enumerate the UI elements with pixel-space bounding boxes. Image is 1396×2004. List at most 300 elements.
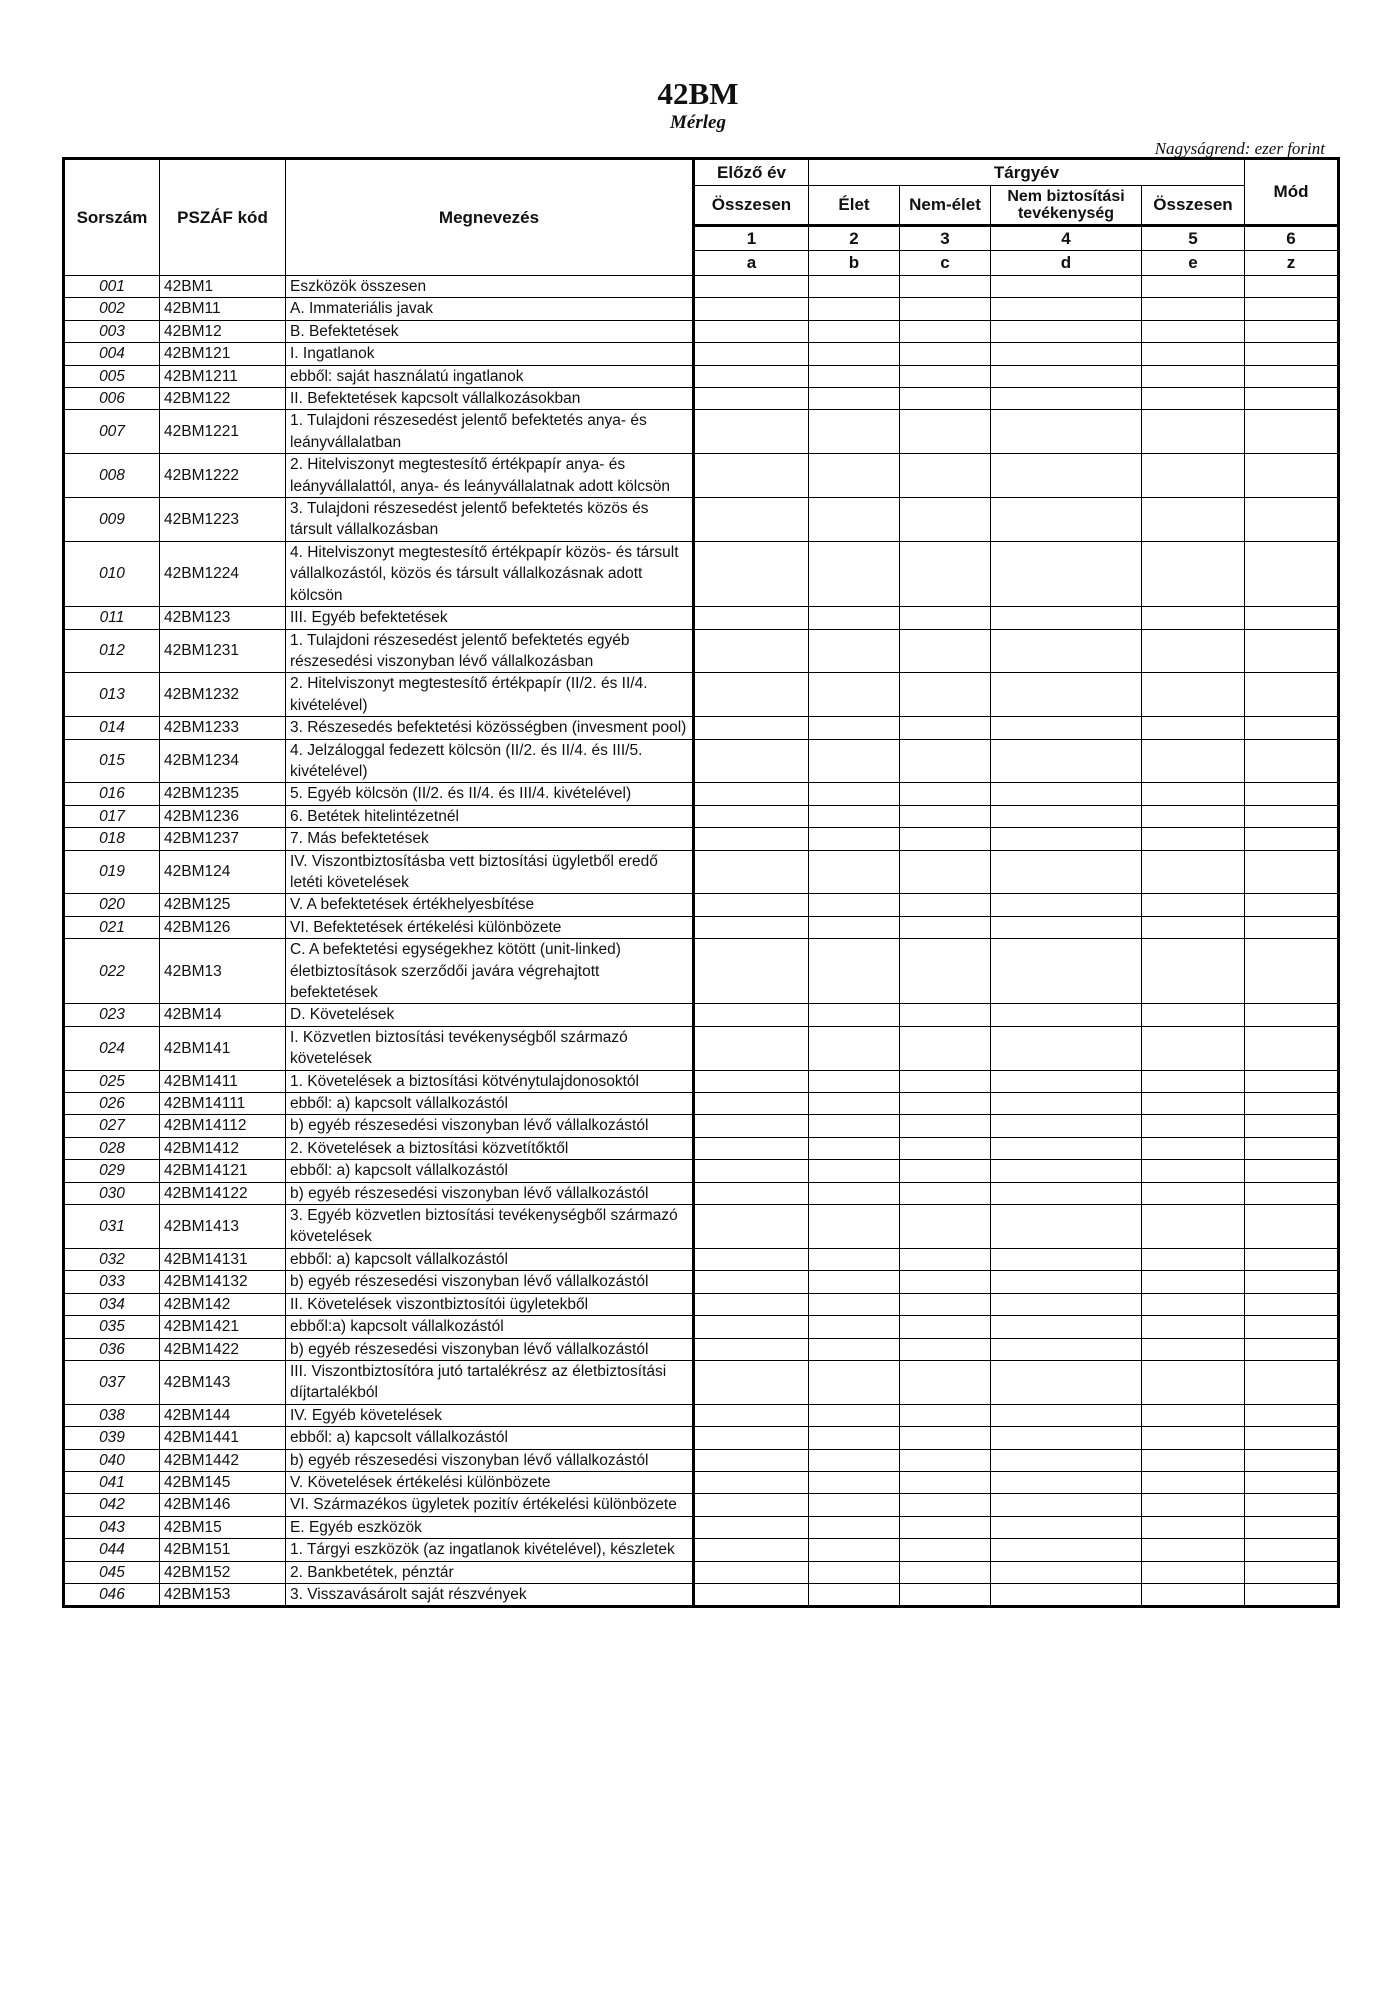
value-cell[interactable] (900, 1182, 991, 1204)
value-cell[interactable] (694, 1338, 809, 1360)
value-cell[interactable] (900, 1004, 991, 1026)
value-cell[interactable] (991, 850, 1142, 894)
value-cell[interactable] (809, 541, 900, 606)
table-row (64, 1093, 1339, 1115)
value-cell[interactable] (1245, 1561, 1339, 1583)
value-cell[interactable] (1245, 916, 1339, 938)
value-cell[interactable] (809, 298, 900, 320)
value-cell[interactable] (1142, 1004, 1245, 1026)
value-cell[interactable] (809, 1248, 900, 1270)
value-cell[interactable] (1245, 276, 1339, 298)
value-cell[interactable] (694, 343, 809, 365)
value-cell[interactable] (991, 739, 1142, 783)
value-cell[interactable] (694, 498, 809, 542)
value-cell[interactable] (991, 1115, 1142, 1137)
value-cell[interactable] (1142, 1583, 1245, 1606)
value-cell[interactable] (694, 454, 809, 498)
value-cell[interactable] (809, 1182, 900, 1204)
value-cell[interactable] (1142, 1338, 1245, 1360)
value-cell[interactable] (900, 1494, 991, 1516)
value-cell[interactable] (991, 498, 1142, 542)
value-cell[interactable] (1245, 1471, 1339, 1493)
value-cell[interactable] (1245, 1494, 1339, 1516)
value-cell[interactable] (1245, 343, 1339, 365)
value-cell[interactable] (991, 365, 1142, 387)
value-cell[interactable] (1245, 541, 1339, 606)
value-cell[interactable] (809, 1360, 900, 1404)
row-number: 015 (64, 739, 160, 783)
value-cell[interactable] (1245, 1182, 1339, 1204)
col-letter-label: b (809, 251, 900, 276)
value-cell[interactable] (900, 498, 991, 542)
value-cell[interactable] (809, 388, 900, 410)
value-cell[interactable] (809, 828, 900, 850)
value-cell[interactable] (900, 1026, 991, 1070)
value-cell[interactable] (1142, 805, 1245, 827)
row-pszaf-code: 42BM143 (160, 1360, 286, 1404)
value-cell[interactable] (1142, 320, 1245, 342)
value-cell[interactable] (1142, 1516, 1245, 1538)
value-cell[interactable] (1245, 1205, 1339, 1249)
value-cell[interactable] (900, 805, 991, 827)
value-cell[interactable] (991, 1583, 1142, 1606)
value-cell[interactable] (1245, 717, 1339, 739)
value-cell[interactable] (1245, 1004, 1339, 1026)
value-cell[interactable] (809, 1026, 900, 1070)
value-cell[interactable] (694, 1360, 809, 1404)
value-cell[interactable] (809, 320, 900, 342)
value-cell[interactable] (694, 1137, 809, 1159)
value-cell[interactable] (809, 454, 900, 498)
value-cell[interactable] (694, 1539, 809, 1561)
table-row (64, 298, 1339, 320)
value-cell[interactable] (991, 1004, 1142, 1026)
value-cell[interactable] (1142, 410, 1245, 454)
col-number-label: 5 (1142, 226, 1245, 251)
value-cell[interactable] (1245, 783, 1339, 805)
value-cell[interactable] (1142, 783, 1245, 805)
value-cell[interactable] (991, 1137, 1142, 1159)
value-cell[interactable] (809, 739, 900, 783)
row-description: 1. Tulajdoni részesedést jelentő befektetés egyéb részesedési viszonyban lévő vállalkozásban (286, 629, 694, 673)
value-cell[interactable] (694, 805, 809, 827)
value-cell[interactable] (809, 1293, 900, 1315)
value-cell[interactable] (900, 894, 991, 916)
value-cell[interactable] (809, 916, 900, 938)
value-cell[interactable] (1245, 498, 1339, 542)
value-cell[interactable] (809, 410, 900, 454)
value-cell[interactable] (1245, 1583, 1339, 1606)
value-cell[interactable] (900, 739, 991, 783)
value-cell[interactable] (1142, 541, 1245, 606)
value-cell[interactable] (1245, 1539, 1339, 1561)
value-cell[interactable] (809, 365, 900, 387)
value-cell[interactable] (1245, 1404, 1339, 1426)
value-cell[interactable] (991, 410, 1142, 454)
value-cell[interactable] (1245, 410, 1339, 454)
value-cell[interactable] (1142, 298, 1245, 320)
value-cell[interactable] (694, 1293, 809, 1315)
value-cell[interactable] (1142, 1205, 1245, 1249)
value-cell[interactable] (1142, 1293, 1245, 1315)
value-cell[interactable] (900, 365, 991, 387)
row-number: 044 (64, 1539, 160, 1561)
value-cell[interactable] (694, 1093, 809, 1115)
value-cell[interactable] (1142, 739, 1245, 783)
row-description: III. Egyéb befektetések (286, 607, 694, 629)
value-cell[interactable] (1245, 1427, 1339, 1449)
value-cell[interactable] (809, 1115, 900, 1137)
value-cell[interactable] (809, 850, 900, 894)
value-cell[interactable] (1142, 1070, 1245, 1092)
value-cell[interactable] (1245, 454, 1339, 498)
value-cell[interactable] (694, 1004, 809, 1026)
value-cell[interactable] (991, 1316, 1142, 1338)
value-cell[interactable] (809, 1404, 900, 1426)
value-cell[interactable] (1142, 1137, 1245, 1159)
value-cell[interactable] (694, 1115, 809, 1137)
value-cell[interactable] (1142, 1271, 1245, 1293)
value-cell[interactable] (694, 365, 809, 387)
value-cell[interactable] (1142, 1494, 1245, 1516)
value-cell[interactable] (900, 1516, 991, 1538)
row-number: 041 (64, 1471, 160, 1493)
value-cell[interactable] (900, 828, 991, 850)
value-cell[interactable] (1142, 276, 1245, 298)
value-cell[interactable] (694, 1248, 809, 1270)
value-cell[interactable] (900, 1137, 991, 1159)
value-cell[interactable] (809, 1070, 900, 1092)
value-cell[interactable] (900, 629, 991, 673)
value-cell[interactable] (1142, 916, 1245, 938)
value-cell[interactable] (900, 1471, 991, 1493)
value-cell[interactable] (991, 717, 1142, 739)
row-description: b) egyéb részesedési viszonyban lévő vállalkozástól (286, 1182, 694, 1204)
value-cell[interactable] (809, 343, 900, 365)
table-row (64, 388, 1339, 410)
value-cell[interactable] (694, 388, 809, 410)
value-cell[interactable] (694, 1026, 809, 1070)
value-cell[interactable] (1245, 1115, 1339, 1137)
value-cell[interactable] (900, 1070, 991, 1092)
value-cell[interactable] (991, 1160, 1142, 1182)
value-cell[interactable] (1245, 1248, 1339, 1270)
value-cell[interactable] (1142, 1360, 1245, 1404)
value-cell[interactable] (694, 1561, 809, 1583)
value-cell[interactable] (1142, 1160, 1245, 1182)
value-cell[interactable] (900, 298, 991, 320)
value-cell[interactable] (809, 1516, 900, 1538)
value-cell[interactable] (809, 1427, 900, 1449)
value-cell[interactable] (900, 916, 991, 938)
value-cell[interactable] (809, 1471, 900, 1493)
value-cell[interactable] (991, 388, 1142, 410)
value-cell[interactable] (809, 1338, 900, 1360)
value-cell[interactable] (1245, 1516, 1339, 1538)
value-cell[interactable] (900, 1115, 991, 1137)
value-cell[interactable] (1245, 1160, 1339, 1182)
value-cell[interactable] (809, 1093, 900, 1115)
value-cell[interactable] (900, 1248, 991, 1270)
value-cell[interactable] (694, 739, 809, 783)
value-cell[interactable] (1142, 1093, 1245, 1115)
value-cell[interactable] (809, 1160, 900, 1182)
value-cell[interactable] (991, 1248, 1142, 1270)
row-description: ebből: a) kapcsolt vállalkozástól (286, 1427, 694, 1449)
value-cell[interactable] (809, 629, 900, 673)
value-cell[interactable] (1245, 1070, 1339, 1092)
value-cell[interactable] (809, 717, 900, 739)
table-row (64, 783, 1339, 805)
value-cell[interactable] (694, 1205, 809, 1249)
value-cell[interactable] (1142, 850, 1245, 894)
row-description: 2. Követelések a biztosítási közvetítőktől (286, 1137, 694, 1159)
value-cell[interactable] (900, 388, 991, 410)
value-cell[interactable] (1142, 717, 1245, 739)
value-cell[interactable] (1245, 1338, 1339, 1360)
value-cell[interactable] (900, 1539, 991, 1561)
value-cell[interactable] (694, 673, 809, 717)
value-cell[interactable] (694, 828, 809, 850)
value-cell[interactable] (991, 276, 1142, 298)
value-cell[interactable] (900, 1093, 991, 1115)
value-cell[interactable] (809, 894, 900, 916)
value-cell[interactable] (809, 1583, 900, 1606)
value-cell[interactable] (1245, 894, 1339, 916)
col-header-nem-elet: Nem-élet (900, 186, 991, 226)
value-cell[interactable] (694, 629, 809, 673)
value-cell[interactable] (1245, 1449, 1339, 1471)
value-cell[interactable] (809, 1494, 900, 1516)
value-cell[interactable] (991, 916, 1142, 938)
value-cell[interactable] (809, 1137, 900, 1159)
value-cell[interactable] (1142, 498, 1245, 542)
value-cell[interactable] (1245, 320, 1339, 342)
value-cell[interactable] (1142, 894, 1245, 916)
value-cell[interactable] (1245, 739, 1339, 783)
value-cell[interactable] (1142, 1182, 1245, 1204)
value-cell[interactable] (1245, 673, 1339, 717)
value-cell[interactable] (1142, 1404, 1245, 1426)
table-row (64, 1293, 1339, 1315)
value-cell[interactable] (991, 1182, 1142, 1204)
value-cell[interactable] (900, 1427, 991, 1449)
value-cell[interactable] (991, 1561, 1142, 1583)
value-cell[interactable] (991, 1404, 1142, 1426)
value-cell[interactable] (1142, 1427, 1245, 1449)
value-cell[interactable] (900, 1561, 991, 1583)
value-cell[interactable] (991, 541, 1142, 606)
value-cell[interactable] (991, 343, 1142, 365)
value-cell[interactable] (900, 1404, 991, 1426)
value-cell[interactable] (1142, 365, 1245, 387)
value-cell[interactable] (900, 607, 991, 629)
value-cell[interactable] (1245, 607, 1339, 629)
value-cell[interactable] (991, 1494, 1142, 1516)
value-cell[interactable] (1245, 298, 1339, 320)
value-cell[interactable] (991, 1293, 1142, 1315)
value-cell[interactable] (694, 1271, 809, 1293)
row-number: 001 (64, 276, 160, 298)
value-cell[interactable] (1245, 388, 1339, 410)
value-cell[interactable] (1245, 1293, 1339, 1315)
value-cell[interactable] (900, 850, 991, 894)
value-cell[interactable] (900, 1271, 991, 1293)
value-cell[interactable] (1245, 1093, 1339, 1115)
value-cell[interactable] (694, 894, 809, 916)
value-cell[interactable] (694, 717, 809, 739)
value-cell[interactable] (1142, 388, 1245, 410)
value-cell[interactable] (694, 298, 809, 320)
value-cell[interactable] (991, 320, 1142, 342)
value-cell[interactable] (1142, 1115, 1245, 1137)
value-cell[interactable] (809, 1004, 900, 1026)
value-cell[interactable] (1142, 673, 1245, 717)
row-description: D. Követelések (286, 1004, 694, 1026)
value-cell[interactable] (809, 1271, 900, 1293)
value-cell[interactable] (991, 607, 1142, 629)
value-cell[interactable] (694, 541, 809, 606)
value-cell[interactable] (694, 1160, 809, 1182)
value-cell[interactable] (991, 1539, 1142, 1561)
value-cell[interactable] (900, 1338, 991, 1360)
value-cell[interactable] (1142, 607, 1245, 629)
value-cell[interactable] (991, 1427, 1142, 1449)
col-header-mod: Mód (1245, 159, 1339, 226)
value-cell[interactable] (991, 939, 1142, 1004)
value-cell[interactable] (991, 1471, 1142, 1493)
value-cell[interactable] (694, 1427, 809, 1449)
value-cell[interactable] (1142, 1248, 1245, 1270)
value-cell[interactable] (1245, 1137, 1339, 1159)
value-cell[interactable] (991, 1516, 1142, 1538)
value-cell[interactable] (694, 916, 809, 938)
table-row (64, 673, 1339, 717)
value-cell[interactable] (809, 939, 900, 1004)
value-cell[interactable] (694, 1494, 809, 1516)
row-number: 033 (64, 1271, 160, 1293)
value-cell[interactable] (900, 1205, 991, 1249)
value-cell[interactable] (991, 298, 1142, 320)
value-cell[interactable] (694, 410, 809, 454)
value-cell[interactable] (694, 783, 809, 805)
value-cell[interactable] (694, 1449, 809, 1471)
value-cell[interactable] (991, 805, 1142, 827)
value-cell[interactable] (694, 1583, 809, 1606)
value-cell[interactable] (900, 410, 991, 454)
value-cell[interactable] (809, 498, 900, 542)
value-cell[interactable] (694, 1471, 809, 1493)
value-cell[interactable] (1245, 1026, 1339, 1070)
value-cell[interactable] (809, 1561, 900, 1583)
value-cell[interactable] (694, 1516, 809, 1538)
value-cell[interactable] (991, 1338, 1142, 1360)
value-cell[interactable] (1245, 1316, 1339, 1338)
value-cell[interactable] (694, 1316, 809, 1338)
value-cell[interactable] (900, 320, 991, 342)
value-cell[interactable] (809, 1316, 900, 1338)
value-cell[interactable] (900, 1449, 991, 1471)
value-cell[interactable] (991, 629, 1142, 673)
value-cell[interactable] (900, 276, 991, 298)
value-cell[interactable] (1245, 939, 1339, 1004)
value-cell[interactable] (809, 783, 900, 805)
value-cell[interactable] (809, 1539, 900, 1561)
value-cell[interactable] (900, 1316, 991, 1338)
value-cell[interactable] (900, 1583, 991, 1606)
value-cell[interactable] (1142, 939, 1245, 1004)
value-cell[interactable] (991, 894, 1142, 916)
value-cell[interactable] (1142, 828, 1245, 850)
row-pszaf-code: 42BM14111 (160, 1093, 286, 1115)
value-cell[interactable] (1245, 365, 1339, 387)
value-cell[interactable] (991, 673, 1142, 717)
value-cell[interactable] (1245, 850, 1339, 894)
value-cell[interactable] (694, 276, 809, 298)
value-cell[interactable] (900, 343, 991, 365)
value-cell[interactable] (991, 1205, 1142, 1249)
value-cell[interactable] (1245, 805, 1339, 827)
value-cell[interactable] (1142, 343, 1245, 365)
value-cell[interactable] (694, 320, 809, 342)
value-cell[interactable] (1142, 1449, 1245, 1471)
value-cell[interactable] (694, 1404, 809, 1426)
row-pszaf-code: 42BM141 (160, 1026, 286, 1070)
value-cell[interactable] (694, 607, 809, 629)
value-cell[interactable] (1142, 1561, 1245, 1583)
value-cell[interactable] (991, 1026, 1142, 1070)
value-cell[interactable] (991, 1449, 1142, 1471)
value-cell[interactable] (694, 850, 809, 894)
value-cell[interactable] (1245, 828, 1339, 850)
value-cell[interactable] (1142, 629, 1245, 673)
value-cell[interactable] (991, 1271, 1142, 1293)
value-cell[interactable] (1245, 629, 1339, 673)
value-cell[interactable] (991, 783, 1142, 805)
value-cell[interactable] (809, 1205, 900, 1249)
value-cell[interactable] (694, 939, 809, 1004)
value-cell[interactable] (991, 1070, 1142, 1092)
value-cell[interactable] (809, 607, 900, 629)
value-cell[interactable] (694, 1182, 809, 1204)
value-cell[interactable] (1142, 1539, 1245, 1561)
value-cell[interactable] (809, 276, 900, 298)
value-cell[interactable] (694, 1070, 809, 1092)
value-cell[interactable] (809, 1449, 900, 1471)
value-cell[interactable] (1245, 1271, 1339, 1293)
value-cell[interactable] (1142, 454, 1245, 498)
value-cell[interactable] (991, 1093, 1142, 1115)
value-cell[interactable] (900, 673, 991, 717)
value-cell[interactable] (1142, 1026, 1245, 1070)
value-cell[interactable] (900, 1160, 991, 1182)
value-cell[interactable] (809, 805, 900, 827)
value-cell[interactable] (1142, 1471, 1245, 1493)
value-cell[interactable] (991, 454, 1142, 498)
value-cell[interactable] (900, 939, 991, 1004)
value-cell[interactable] (900, 454, 991, 498)
value-cell[interactable] (1142, 1316, 1245, 1338)
value-cell[interactable] (809, 673, 900, 717)
value-cell[interactable] (900, 541, 991, 606)
value-cell[interactable] (900, 783, 991, 805)
value-cell[interactable] (900, 1293, 991, 1315)
value-cell[interactable] (991, 828, 1142, 850)
value-cell[interactable] (1245, 1360, 1339, 1404)
value-cell[interactable] (900, 1360, 991, 1404)
value-cell[interactable] (900, 717, 991, 739)
value-cell[interactable] (991, 1360, 1142, 1404)
